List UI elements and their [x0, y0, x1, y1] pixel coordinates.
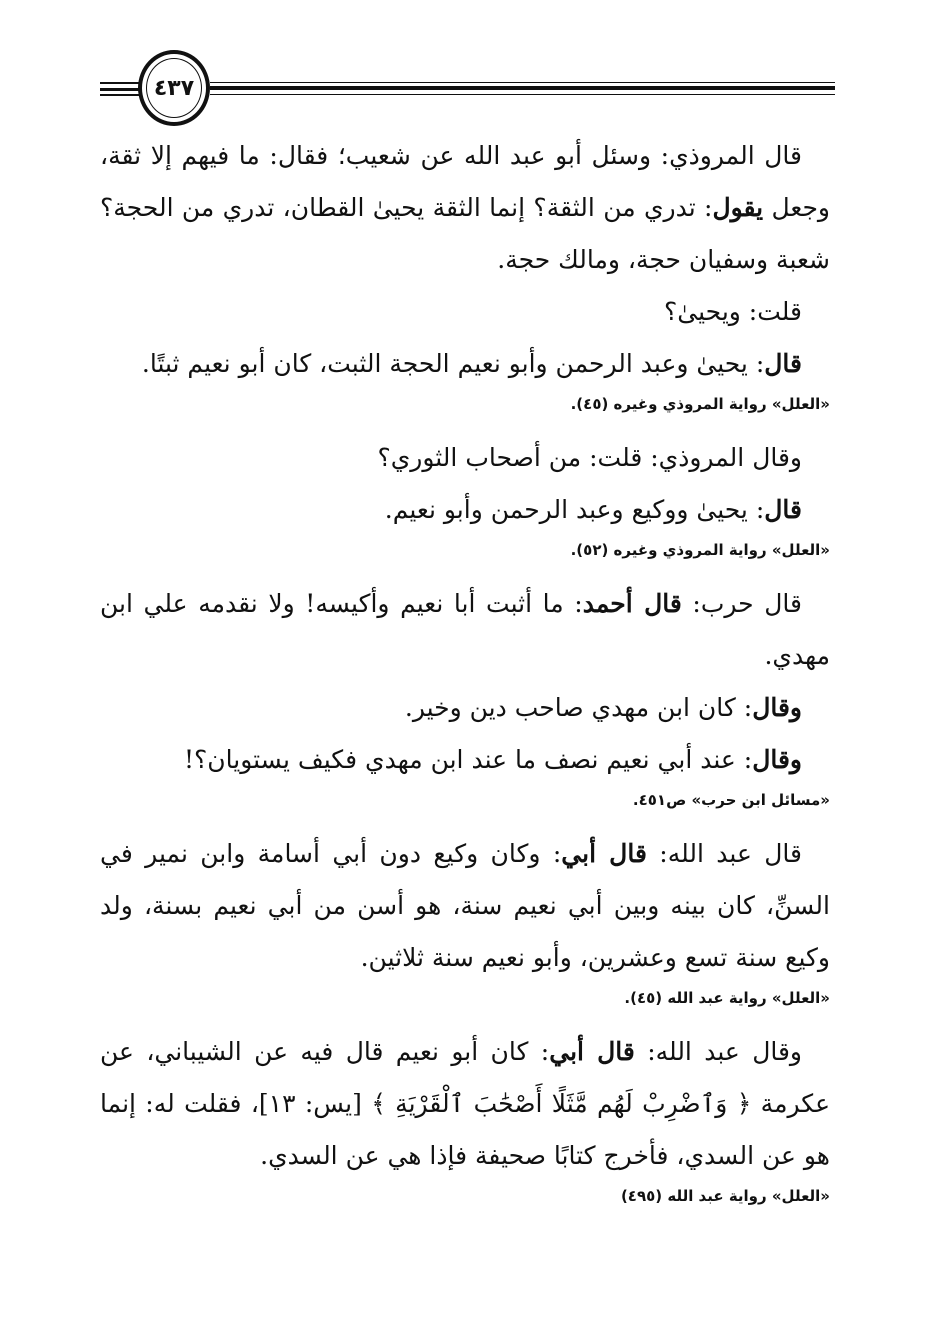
- speaker-label: قال أحمد: [582, 589, 682, 618]
- paragraph: [100, 130, 830, 286]
- speaker-label: يقول: [712, 193, 764, 222]
- paragraph-text: : تدري من الثقة؟ إنما الثقة يحيىٰ القطان، تدري من الحجة؟ شعبة وسفيان حجة، ومالك حجة.: [100, 193, 830, 274]
- speaker-label: وقال: [752, 693, 802, 722]
- paragraph: [100, 734, 830, 786]
- paragraph-text: : ما أثبت أبا نعيم وأكيسه! ولا نقدمه علي ابن مهدي.: [100, 589, 830, 670]
- speaker-label: قال أبي: [561, 839, 647, 868]
- speaker-label: قال أبي: [549, 1037, 635, 1066]
- paragraph: [100, 578, 830, 682]
- paragraph: [100, 338, 830, 390]
- header-rule-bottom: [210, 94, 835, 95]
- source-reference: «العلل» رواية المروذي وغيره (٤٥).: [570, 395, 830, 413]
- speaker-label: وقال: [752, 745, 802, 774]
- paragraph-text: : عند أبي نعيم نصف ما عند ابن مهدي فكيف يستويان؟!: [183, 745, 753, 774]
- paragraph-text: : وكان وكيع دون أبي أسامة وابن نمير في السنِّ، كان بينه وبين أبي نعيم سنة، هو أسن من أبي نعيم بسنة، ولد وكيع سنة تسع وعشرين، وأبو نعيم سنة ثلاثين.: [100, 839, 830, 972]
- header-rule-left-top: [100, 82, 140, 84]
- paragraph-text: : كان ابن مهدي صاحب دين وخير.: [404, 693, 753, 722]
- source-reference: «العلل» رواية عبد الله (٤٥).: [624, 989, 830, 1007]
- paragraph-text: : يحيىٰ وعبد الرحمن وأبو نعيم الحجة الثبت، كان أبو نعيم ثبتًا.: [141, 349, 765, 378]
- source-reference: «مسائل ابن حرب» ص٤٥١.: [632, 791, 830, 809]
- paragraph-text: : يحيىٰ ووكيع وعبد الرحمن وأبو نعيم.: [384, 495, 765, 524]
- paragraph-text: وقال عبد الله:: [634, 1037, 802, 1066]
- paragraph: [100, 286, 830, 338]
- header-rule-thick: [210, 86, 835, 90]
- paragraph: [100, 1026, 830, 1182]
- paragraph: [100, 484, 830, 536]
- paragraph-text: وقال المروذي: قلت: من أصحاب الثوري؟: [377, 443, 802, 472]
- paragraph-text: : كان أبو نعيم قال فيه عن الشيباني، عن عكرمة ﴿ وَٱضْرِبْ لَهُم مَّثَلًا أَصْحَٰبَ ٱلْقَرْيَةِ ﴾ [يس: ١٣]، فقلت له: إنما هو عن السدي، فأخرج كتابًا صحيفة فإذا هي عن السدي.: [100, 1037, 830, 1170]
- source-reference: «العلل» رواية المروذي وغيره (٥٢).: [570, 541, 830, 559]
- header-rule-top: [210, 82, 835, 83]
- header-rule-left-bottom: [100, 94, 140, 96]
- paragraph-text: قال حرب:: [681, 589, 802, 618]
- header-rule-left-mid: [100, 88, 140, 91]
- paragraph-text: قال المروذي: وسئل أبو عبد الله عن شعيب؛ فقال: ما فيهم إلا ثقة، وجعل: [100, 141, 831, 222]
- paragraph: [100, 828, 830, 984]
- page-number: ٤٣٧: [153, 75, 195, 101]
- paragraph: [100, 432, 830, 484]
- speaker-label: قال: [764, 495, 802, 524]
- page-body: [100, 130, 830, 1220]
- paragraph: [100, 682, 830, 734]
- page-number-badge: [138, 50, 210, 126]
- speaker-label: قال: [764, 349, 802, 378]
- page-header: [100, 38, 835, 118]
- source-reference: «العلل» رواية عبد الله (٤٩٥): [620, 1187, 830, 1205]
- paragraph-text: قلت: ويحيىٰ؟: [664, 297, 802, 326]
- paragraph-text: قال عبد الله:: [646, 839, 802, 868]
